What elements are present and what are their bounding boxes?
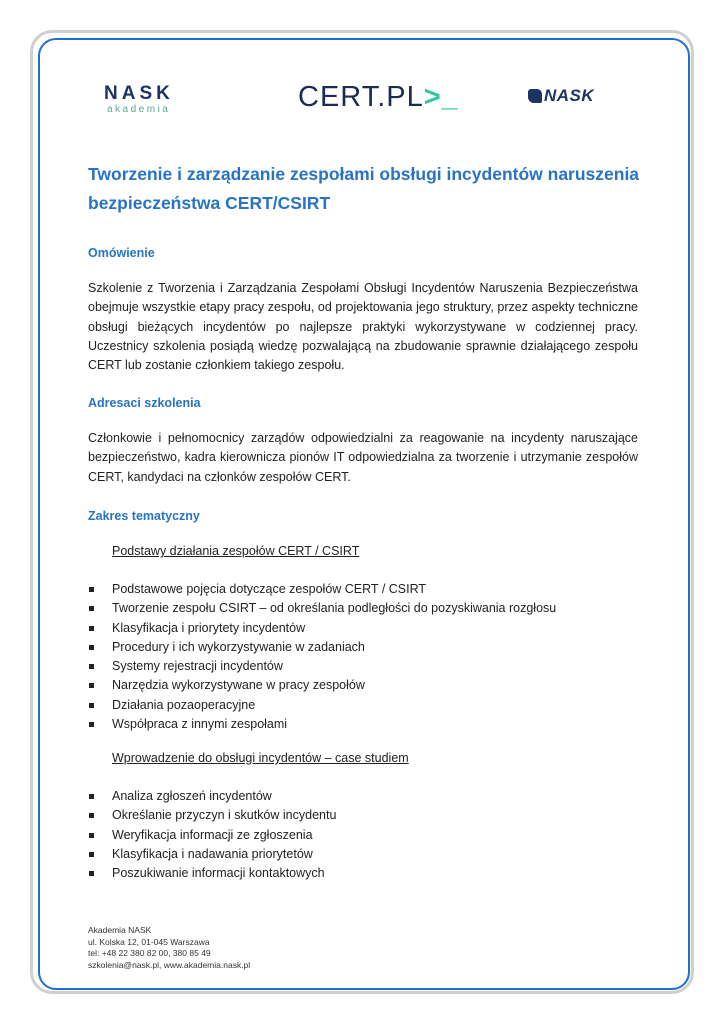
module2-title: Wprowadzenie do obsługi incydentów – case studiem — [112, 751, 409, 765]
bullet-icon — [89, 683, 94, 688]
list-item: Narzędzia wykorzystywane w pracy zespołów — [88, 676, 556, 695]
list-item: Weryfikacja informacji ze zgłoszenia — [88, 826, 336, 845]
overview-text: Szkolenie z Tworzenia i Zarządzania Zespołami Obsługi Incydentów Naruszenia Bezpieczeństwa obejmuje wszystkie etapy pracy zespołu, od projektowania jego struktury, przez aspekty techniczne obsługi bieżących incydentów po najlepsze praktyki wykorzystywane w codziennej pracy. Uczestnicy szkolenia posiądą wiedzę pozwalającą na zbudowanie sprawnie działającego zespołu CERT lub zostanie członkiem takiego zespołu. — [88, 281, 638, 373]
bullet-icon — [89, 664, 94, 669]
overview-heading: Omówienie — [88, 246, 155, 260]
bullet-icon — [89, 645, 94, 650]
list-item: Współpraca z innymi zespołami — [88, 715, 556, 734]
nask-akademia-logo-top: NASK — [104, 83, 174, 104]
nask-logo-text: NASK — [544, 86, 595, 105]
bullet-icon — [89, 813, 94, 818]
nask-akademia-logo-bottom: akademia — [107, 104, 171, 115]
cert-pl-logo-text: CERT.PL — [298, 81, 424, 113]
module1-title: Podstawy działania zespołów CERT / CSIRT — [112, 544, 360, 558]
bullet-icon — [89, 794, 94, 799]
cert-pl-logo-arrow: >_ — [423, 81, 459, 113]
bullet-icon — [89, 871, 94, 876]
bullet-icon — [89, 703, 94, 708]
nask-akademia-logo — [104, 84, 180, 120]
module2-list — [88, 787, 336, 883]
list-item: Poszukiwanie informacji kontaktowych — [88, 864, 336, 883]
document-title: Tworzenie i zarządzanie zespołami obsługi incydentów naruszenia bezpieczeństwa CERT/CSIRT — [88, 164, 640, 213]
list-item: Systemy rejestracji incydentów — [88, 657, 556, 676]
bullet-icon — [89, 626, 94, 631]
bullet-icon — [89, 722, 94, 727]
list-item: Tworzenie zespołu CSIRT – od określania podległości do pozyskiwania rozgłosu — [88, 599, 556, 618]
cert-pl-logo — [298, 82, 459, 112]
list-item: Klasyfikacja i priorytety incydentów — [88, 619, 556, 638]
audience-heading: Adresaci szkolenia — [88, 396, 201, 410]
bullet-icon — [89, 852, 94, 857]
nask-logo — [528, 86, 594, 106]
list-item: Analiza zgłoszeń incydentów — [88, 787, 336, 806]
list-item: Podstawowe pojęcia dotyczące zespołów CERT / CSIRT — [88, 580, 556, 599]
bullet-icon — [89, 587, 94, 592]
footer-line-name: Akademia NASK — [88, 925, 152, 935]
footer-line-phone: tel: +48 22 380 82 00, 380 85 49 — [88, 948, 211, 958]
list-item: Określanie przyczyn i skutków incydentu — [88, 806, 336, 825]
footer-line-contact: szkolenia@nask.pl, www.akademia.nask.pl — [88, 959, 251, 970]
footer-line-address: ul. Kolska 12, 01-045 Warszawa — [88, 936, 210, 947]
list-item: Klasyfikacja i nadawania priorytetów — [88, 845, 336, 864]
list-item: Procedury i ich wykorzystywanie w zadaniach — [88, 638, 556, 657]
scope-heading: Zakres tematyczny — [88, 509, 200, 523]
footer — [88, 925, 250, 971]
nask-logo-mark-icon — [528, 89, 542, 103]
bullet-icon — [89, 833, 94, 838]
bullet-icon — [89, 606, 94, 611]
audience-text: Członkowie i pełnomocnicy zarządów odpowiedzialni za reagowanie na incydenty naruszające bezpieczeństwo, kadra kierownicza pionów IT odpowiedzialna za tworzenie i utrzymanie zespołów CERT, kandydaci na członków zespołów CERT. — [88, 431, 638, 484]
module1-list — [88, 580, 556, 734]
list-item: Działania pozaoperacyjne — [88, 696, 556, 715]
